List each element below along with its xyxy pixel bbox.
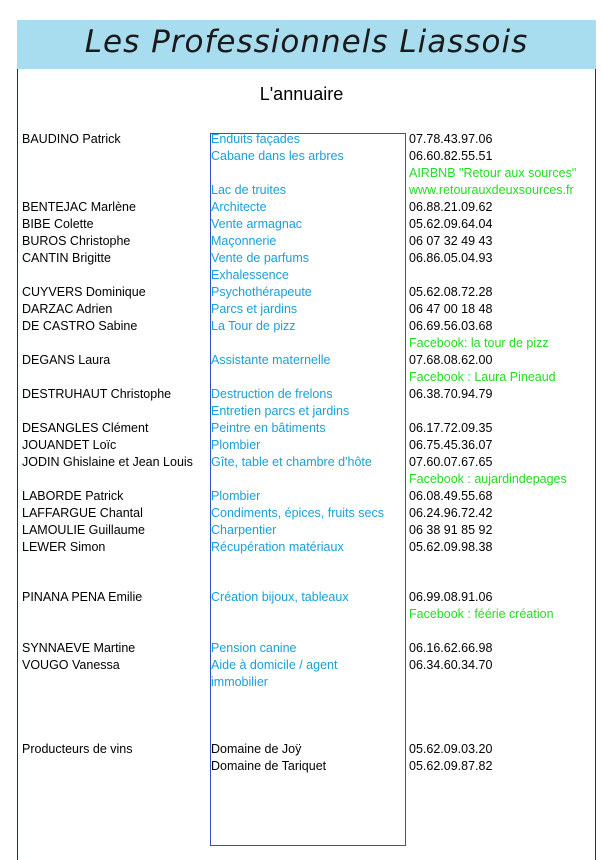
entry-phone: 06.69.56.03.68 <box>409 319 493 333</box>
entry-social: www.retourauxdeuxsources.fr <box>409 183 574 197</box>
entry-phone: 06.86.05.04.93 <box>409 251 493 265</box>
entry-phone: 06.08.49.55.68 <box>409 489 493 503</box>
entry-phone: 06.38.70.94.79 <box>409 387 493 401</box>
entry-name: JOUANDET Loïc <box>22 438 117 452</box>
entry-name: BAUDINO Patrick <box>22 132 121 146</box>
entry-activity: Domaine de Joÿ <box>211 742 302 756</box>
entry-activity: Exhalessence <box>211 268 289 282</box>
table-row <box>0 741 603 758</box>
entry-activity: Vente de parfums <box>211 251 309 265</box>
table-row <box>0 471 603 488</box>
table-row <box>0 199 603 216</box>
entry-phone: 06.75.45.36.07 <box>409 438 493 452</box>
entry-name: CANTIN Brigitte <box>22 251 111 265</box>
entry-social: AIRBNB "Retour aux sources" <box>409 166 577 180</box>
entry-activity: Pension canine <box>211 641 297 655</box>
entry-activity: Assistante maternelle <box>211 353 331 367</box>
table-row <box>0 640 603 657</box>
entry-activity: Plombier <box>211 438 261 452</box>
entry-name: LAFFARGUE Chantal <box>22 506 143 520</box>
entry-social: Facebook : aujardindepages <box>409 472 567 486</box>
table-row <box>0 182 603 199</box>
entry-activity: Maçonnerie <box>211 234 277 248</box>
entry-name: PINANA PENA Emilie <box>22 590 143 604</box>
table-row <box>0 522 603 539</box>
table-row <box>0 352 603 369</box>
entry-name: BUROS Christophe <box>22 234 131 248</box>
entry-name: LEWER Simon <box>22 540 106 554</box>
entry-phone: 07.60.07.67.65 <box>409 455 493 469</box>
entry-activity: Domaine de Tariquet <box>211 759 327 773</box>
table-row <box>0 250 603 267</box>
entry-phone: 05.62.09.98.38 <box>409 540 493 554</box>
entry-name: LABORDE Patrick <box>22 489 124 503</box>
entry-phone: 06.24.96.72.42 <box>409 506 493 520</box>
table-row <box>0 488 603 505</box>
entry-activity: La Tour de pizz <box>211 319 296 333</box>
entry-phone: 05.62.09.87.82 <box>409 759 493 773</box>
entry-phone: 06.17.72.09.35 <box>409 421 493 435</box>
entry-phone: 06 47 00 18 48 <box>409 302 493 316</box>
entry-social: Facebook : féérie création <box>409 607 554 621</box>
entry-name: DEGANS Laura <box>22 353 111 367</box>
entry-phone: 05.62.09.64.04 <box>409 217 493 231</box>
entry-activity: Plombier <box>211 489 261 503</box>
entry-activity: Récupération matériaux <box>211 540 344 554</box>
entry-activity: Création bijoux, tableaux <box>211 590 349 604</box>
entry-phone: 05.62.08.72.28 <box>409 285 493 299</box>
entry-activity: Aide à domicile / agent <box>211 658 338 672</box>
entry-phone: 06.34.60.34.70 <box>409 658 493 672</box>
entry-name: DARZAC Adrien <box>22 302 113 316</box>
table-row <box>0 505 603 522</box>
entry-activity: Gîte, table et chambre d'hôte <box>211 455 372 469</box>
table-row <box>0 335 603 352</box>
entry-name: JODIN Ghislaine et Jean Louis <box>22 455 193 469</box>
table-row <box>0 758 603 775</box>
entry-activity: Parcs et jardins <box>211 302 298 316</box>
entry-phone: 06 07 32 49 43 <box>409 234 493 248</box>
table-row <box>0 589 603 606</box>
table-row <box>0 606 603 623</box>
entry-activity: Charpentier <box>211 523 277 537</box>
table-row <box>0 657 603 674</box>
entry-phone: 06.99.08.91.06 <box>409 590 493 604</box>
entry-activity: Lac de truites <box>211 183 287 197</box>
entry-phone: 06 38 91 85 92 <box>409 523 493 537</box>
entry-activity: Psychothérapeute <box>211 285 312 299</box>
entry-phone: 06.88.21.09.62 <box>409 200 493 214</box>
entry-name: DE CASTRO Sabine <box>22 319 138 333</box>
entry-name: BENTEJAC Marlène <box>22 200 136 214</box>
entry-name: VOUGO Vanessa <box>22 658 120 672</box>
entry-activity: immobilier <box>211 675 268 689</box>
table-row <box>0 284 603 301</box>
entry-social: Facebook: la tour de pizz <box>409 336 549 350</box>
table-row <box>0 216 603 233</box>
entry-activity: Vente armagnac <box>211 217 303 231</box>
entry-activity: Entretien parcs et jardins <box>211 404 350 418</box>
entry-phone: 05.62.09.03.20 <box>409 742 493 756</box>
entry-name: DESTRUHAUT Christophe <box>22 387 172 401</box>
table-row <box>0 131 603 148</box>
table-row <box>0 267 603 284</box>
entry-phone: 07.78.43.97.06 <box>409 132 493 146</box>
page-subtitle: L'annuaire <box>259 84 344 104</box>
entry-name: SYNNAEVE Martine <box>22 641 136 655</box>
entry-name: Producteurs de vins <box>22 742 133 756</box>
entry-phone: 06.60.82.55.51 <box>409 149 493 163</box>
entry-name: LAMOULIE Guillaume <box>22 523 145 537</box>
table-row <box>0 420 603 437</box>
page-title: Les Professionnels Liassois <box>84 24 529 60</box>
entry-name: DESANGLES Clément <box>22 421 149 435</box>
table-row <box>0 165 603 182</box>
table-row <box>0 233 603 250</box>
entry-name: CUYVERS Dominique <box>22 285 146 299</box>
table-row <box>0 369 603 386</box>
table-row <box>0 301 603 318</box>
entry-activity: Enduits façades <box>211 132 300 146</box>
table-row <box>0 403 603 420</box>
entry-activity: Condiments, épices, fruits secs <box>211 506 384 520</box>
entry-phone: 07.68.08.62.00 <box>409 353 493 367</box>
entry-activity: Destruction de frelons <box>211 387 333 401</box>
table-row <box>0 539 603 556</box>
table-row <box>0 148 603 165</box>
entry-activity: Cabane dans les arbres <box>211 149 344 163</box>
header-banner <box>17 20 596 69</box>
entry-name: BIBE Colette <box>22 217 94 231</box>
entry-phone: 06.16.62.66.98 <box>409 641 493 655</box>
table-row <box>0 437 603 454</box>
entry-activity: Architecte <box>211 200 267 214</box>
entry-activity: Peintre en bâtiments <box>211 421 326 435</box>
table-row <box>0 674 603 691</box>
table-row <box>0 454 603 471</box>
table-row <box>0 386 603 403</box>
entry-social: Facebook : Laura Pineaud <box>409 370 556 384</box>
table-row <box>0 318 603 335</box>
